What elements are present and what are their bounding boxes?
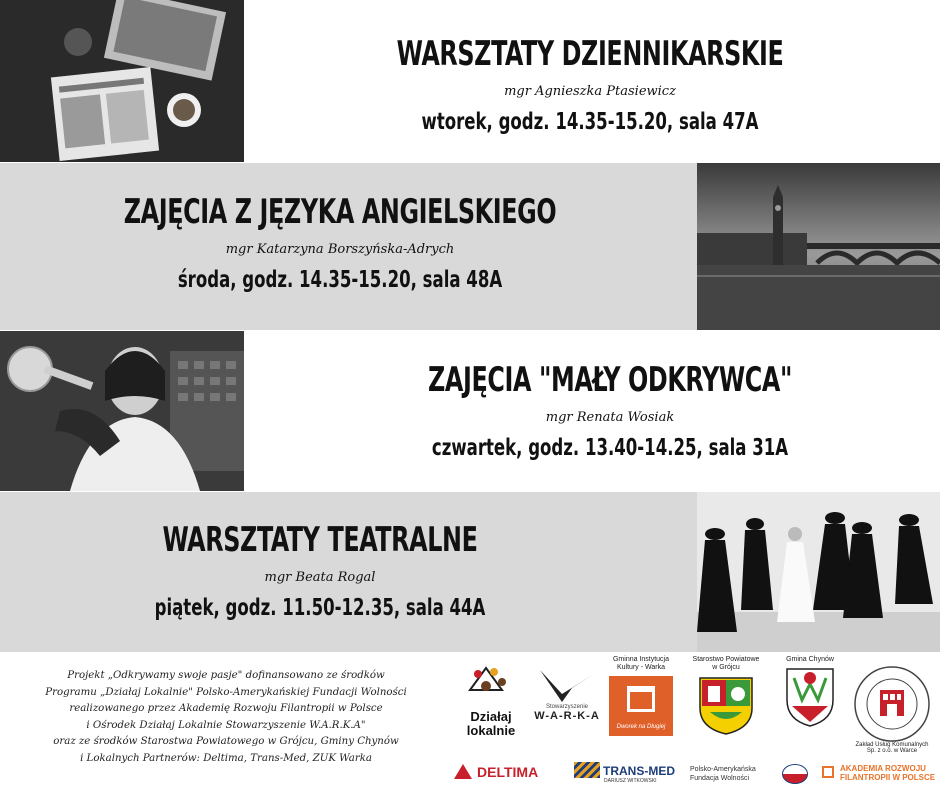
teacher-name: mgr Agnieszka Ptasiewicz (504, 84, 676, 99)
deltima-triangle-icon (454, 764, 472, 779)
funding-line: i Ośrodek Działaj Lokalnie Stowarzyszenie W.A.R.K.A" (86, 719, 366, 731)
deltima-logo (454, 764, 538, 780)
newspaper-laptop-coffee-photo (0, 0, 244, 162)
zuk-warka-logo (852, 664, 932, 754)
transmed-logo (574, 762, 675, 784)
usa-poland-flag-icon (782, 764, 808, 784)
section-journalism-text (310, 34, 870, 135)
schedule: piątek, godz. 11.50-12.35, sala 44A (154, 595, 486, 621)
schedule: czwartek, godz. 13.40-14.25, sala 31A (431, 435, 789, 461)
funding-line: realizowanego przez Akademię Rozwoju Filantropii w Polsce (69, 703, 383, 714)
starostwo-grojec-logo (690, 656, 762, 736)
section-title: ZAJĘCIA "MAŁY ODKRYWCA" (427, 360, 793, 400)
schedule: środa, godz. 14.35-15.20, sala 48A (177, 267, 503, 293)
gik-caption: Gminna Instytucja Kultury - Warka (612, 656, 670, 671)
chynow-caption: Gmina Chynów (786, 656, 834, 663)
dzialaj-lokalnie-text: Działaj lokalnie (466, 709, 516, 738)
zuk-caption: Zakład Usług Komunalnych Sp. z o.o. w Warce (855, 742, 929, 754)
gmina-chynow-logo (778, 656, 842, 728)
funding-line: Projekt „Odkrywamy swoje pasje" dofinansowano ze środków (67, 670, 385, 681)
warka-association-small: Stowarzyszenie (545, 704, 589, 710)
section-title: WARSZTATY DZIENNIKARSKIE (396, 34, 784, 74)
transmed-name: TRANS-MED (603, 764, 675, 778)
pafw-line2: Fundacja Wolności (690, 775, 750, 782)
schedule: wtorek, godz. 14.35-15.20, sala 47A (421, 109, 759, 135)
warka-association-name: W-A-R-K-A (534, 710, 600, 722)
funding-line: i Lokalnych Partnerów: Deltima, Trans-Med, ZUK Warka (80, 752, 372, 764)
theatre-dancers-photo (697, 492, 940, 652)
gik-emblem (609, 676, 673, 736)
warka-association-logo (532, 664, 602, 722)
funding-line: Programu „Działaj Lokalnie" Polsko-Amerykańskiej Fundacji Wolności (45, 686, 407, 698)
gik-small: Dworek na Długiej (616, 724, 666, 730)
pafw-line1: Polsko-Amerykańska (690, 766, 756, 773)
section-english-text (60, 192, 620, 293)
gik-warka-logo (606, 656, 676, 736)
pafw-logo (690, 765, 756, 783)
arfp-line1: AKADEMIA ROZWOJU (840, 764, 926, 773)
arfp-logo (822, 764, 935, 782)
scientist-lab-photo (0, 331, 244, 491)
section-discoverer-text (330, 360, 890, 461)
project-funding-note (28, 668, 424, 767)
teacher-name: mgr Renata Wosiak (545, 410, 675, 425)
arfp-square-icon (822, 766, 834, 778)
teacher-name: mgr Beata Rogal (264, 570, 376, 585)
starostwo-caption: Starostwo Powiatowe w Grójcu (692, 656, 760, 671)
section-title: WARSZTATY TEATRALNE (162, 520, 478, 560)
transmed-stripes-icon (574, 762, 600, 778)
arfp-line2: FILANTROPII W POLSCE (840, 773, 936, 782)
funding-line: oraz ze środków Starostwa Powiatowego w Grójcu, Gminy Chynów (53, 736, 399, 747)
deltima-name: DELTIMA (477, 764, 539, 780)
teacher-name: mgr Katarzyna Borszyńska-Adrych (225, 242, 455, 257)
transmed-small: DARIUSZ WITKOWSKI (604, 778, 657, 784)
london-big-ben-photo (697, 163, 940, 330)
section-title: ZAJĘCIA Z JĘZYKA ANGIELSKIEGO (123, 192, 557, 232)
dzialaj-lokalnie-logo (456, 660, 526, 738)
section-theatre-text (70, 520, 570, 621)
